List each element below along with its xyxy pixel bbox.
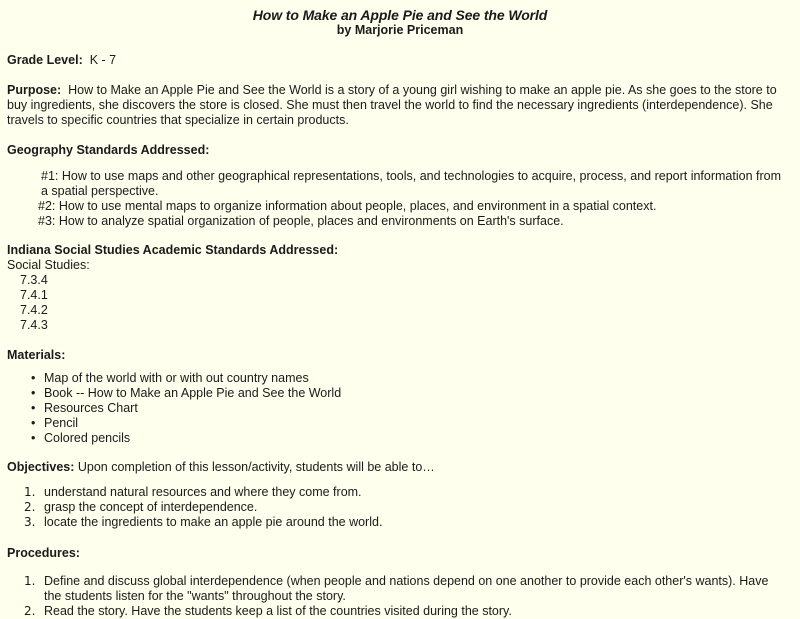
grade-level — [7, 53, 793, 68]
materials-item — [31, 371, 793, 386]
objectives-intro-text: Upon completion of this lesson/activity, students will be able to… — [77, 460, 435, 474]
procedure-item — [24, 604, 789, 619]
purpose-label: Purpose: — [7, 83, 62, 97]
document-title: How to Make an Apple Pie and See the World — [252, 7, 548, 23]
procedure-number: 1. — [24, 574, 36, 588]
title-block — [7, 0, 793, 38]
objectives-label: Objectives: — [7, 460, 75, 474]
procedures-list — [7, 574, 793, 619]
materials-heading: Materials: — [7, 348, 66, 362]
objective-number: 3. — [24, 515, 36, 529]
objective-item — [24, 500, 793, 515]
purpose-paragraph — [7, 83, 793, 128]
materials-item — [31, 386, 793, 401]
materials-item-text: Colored pencils — [44, 431, 131, 445]
objective-text: understand natural resources and where they come from. — [44, 485, 362, 499]
materials-item — [31, 416, 793, 431]
materials-item — [31, 401, 793, 416]
objective-number: 1. — [24, 485, 36, 499]
grade-level-value: K - 7 — [89, 53, 117, 67]
objective-text: grasp the concept of interdependence. — [44, 500, 258, 514]
materials-item — [31, 431, 793, 446]
bullet-icon: • — [31, 416, 36, 430]
procedures-heading: Procedures: — [7, 546, 80, 560]
social-studies-label: Social Studies: — [7, 258, 90, 272]
objective-text: locate the ingredients to make an apple pie around the world. — [44, 515, 383, 529]
bullet-icon: • — [31, 401, 36, 415]
standard-code: 7.3.4 — [20, 273, 48, 287]
materials-item-text: Pencil — [44, 416, 79, 430]
bullet-icon: • — [31, 371, 36, 385]
materials-item-text: Book -- How to Make an Apple Pie and See the World — [44, 386, 342, 400]
materials-item-text: Resources Chart — [44, 401, 138, 415]
objective-number: 2. — [24, 500, 36, 514]
objective-item — [24, 515, 793, 530]
indiana-standards-heading: Indiana Social Studies Academic Standards Addressed: — [7, 243, 339, 257]
procedure-text: Define and discuss global interdependence (when people and nations depend on one another to provide each other's wants). Have the students listen for the "wants" throughout the story. — [44, 574, 769, 603]
materials-list — [7, 371, 793, 446]
document-author: by Marjorie Priceman — [336, 23, 464, 37]
standard-code: 7.4.2 — [20, 303, 48, 317]
geography-standards-list — [7, 169, 793, 229]
standard-code: 7.4.1 — [20, 288, 48, 302]
standard-code: 7.4.3 — [20, 318, 48, 332]
grade-level-label: Grade Level: — [7, 53, 83, 67]
objectives-list — [7, 485, 793, 530]
objectives-intro — [7, 460, 793, 475]
geography-standard-1: #1: How to use maps and other geographical representations, tools, and technologies to acquire, process, and report information from a spatial perspective. — [41, 169, 782, 198]
geography-standard-3: #3: How to analyze spatial organization of people, places and environments on Earth's surface. — [38, 214, 564, 228]
objective-item — [24, 485, 793, 500]
materials-item-text: Map of the world with or with out country names — [44, 371, 309, 385]
geography-heading: Geography Standards Addressed: — [7, 143, 210, 157]
bullet-icon: • — [31, 431, 36, 445]
geography-standard-2: #2: How to use mental maps to organize information about people, places, and environment in a spatial context. — [38, 199, 657, 213]
purpose-text: How to Make an Apple Pie and See the World is a story of a young girl wishing to make an apple pie. As she goes to the store to buy ingredients, she discovers the store is closed. She must then travel the world to find the necessary ingredients (interdependence). She travels to specific countries that specialize in certain products. — [7, 83, 777, 127]
standard-codes-list — [7, 273, 793, 333]
bullet-icon: • — [31, 386, 36, 400]
procedure-text: Read the story. Have the students keep a list of the countries visited during the story. — [44, 604, 512, 618]
procedure-number: 2. — [24, 604, 36, 618]
